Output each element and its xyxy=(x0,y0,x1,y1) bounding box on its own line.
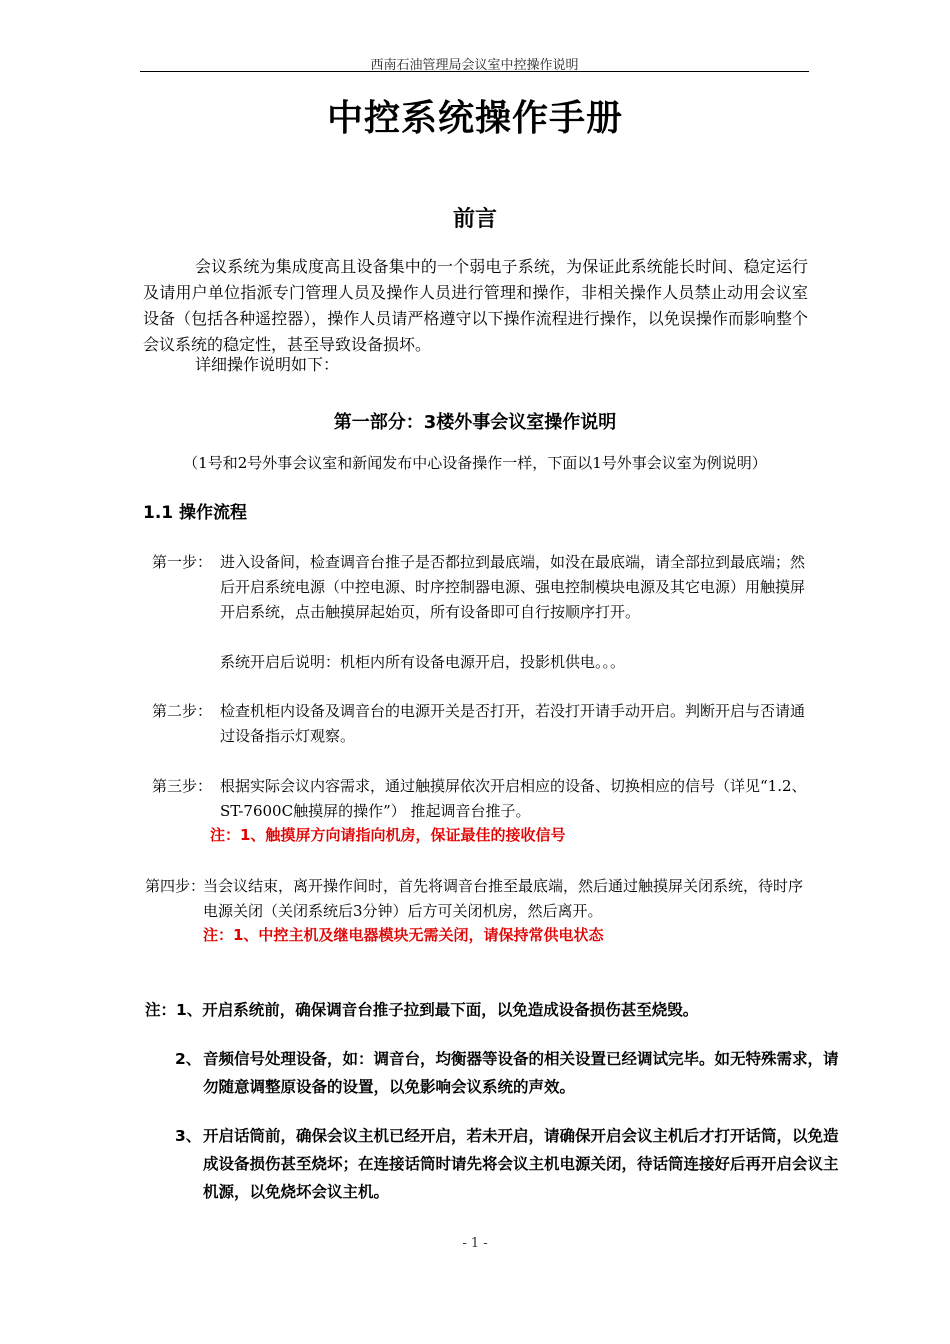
note-2-text: 音频信号处理设备，如：调音台，均衡器等设备的相关设置已经调试完毕。如无特殊需求，请勿随意调整原设备的设置，以免影响会议系统的声效。 xyxy=(203,1050,839,1096)
step-2 xyxy=(152,699,812,749)
part1-subtitle: （1号和2号外事会议室和新闻发布中心设备操作一样，下面以1号外事会议室为例说明） xyxy=(183,454,767,472)
step-1-extra: 系统开启后说明：机柜内所有设备电源开启，投影机供电。。。 xyxy=(220,653,626,671)
note-3-number: 3、 xyxy=(175,1127,202,1145)
step-4-note: 注：1、中控主机及继电器模块无需关闭，请保持常供电状态 xyxy=(203,926,604,944)
document-title: 中控系统操作手册 xyxy=(326,98,623,139)
step-1 xyxy=(152,550,812,625)
step-4-label: 第四步： xyxy=(145,877,206,895)
step-4-text: 当会议结束，离开操作间时，首先将调音台推至最底端，然后通过触摸屏关闭系统，待时序电源关闭（关闭系统后3分钟）后方可关闭机房，然后离开。 xyxy=(203,877,804,920)
note-2-number: 2、 xyxy=(175,1050,202,1068)
preface-heading: 前言 xyxy=(452,207,497,232)
step-3-label: 第三步： xyxy=(152,777,213,795)
preface-paragraph: 会议系统为集成度高且设备集中的一个弱电子系统，为保证此系统能长时间、稳定运行及请用户单位指派专门管理人员及操作人员进行管理和操作，非相关操作人员禁止动用会议室设备（包括各种遥控器），操作人员请严格遵守以下操作流程进行操作，以免误操作而影响整个会议系统的稳定性，甚至导致设备损坏。 xyxy=(143,257,808,354)
note-1: 注：1、开启系统前，确保调音台推子拉到最下面，以免造成设备损伤甚至烧毁。 xyxy=(145,1001,699,1019)
step-3 xyxy=(152,774,812,824)
page-header: 西南石油管理局会议室中控操作说明 xyxy=(370,58,579,73)
page-number: - 1 - xyxy=(462,1236,488,1251)
step-4 xyxy=(145,874,813,924)
section-heading: 1.1 操作流程 xyxy=(143,503,248,523)
preface-detail: 详细操作说明如下： xyxy=(195,355,340,374)
part1-heading: 第一部分：3楼外事会议室操作说明 xyxy=(333,412,617,433)
step-1-label: 第一步： xyxy=(152,553,213,571)
step-3-text: 根据实际会议内容需求，通过触摸屏依次开启相应的设备、切换相应的信号（详见“1.2、ST-7600C触摸屏的操作”） 推起调音台推子。 xyxy=(220,777,807,820)
note-3-text: 开启话筒前，确保会议主机已经开启，若未开启，请确保开启会议主机后才打开话筒，以免造成设备损伤甚至烧坏；在连接话筒时请先将会议主机电源关闭，待话筒连接好后再开启会议主机源，以免烧坏会议主机。 xyxy=(203,1127,839,1201)
step-2-text: 检查机柜内设备及调音台的电源开关是否打开，若没打开请手动开启。判断开启与否请通过设备指示灯观察。 xyxy=(220,702,806,745)
note-2 xyxy=(175,1045,845,1101)
step-2-label: 第二步： xyxy=(152,702,213,720)
header-rule xyxy=(140,71,809,72)
step-3-note: 注：1、触摸屏方向请指向机房，保证最佳的接收信号 xyxy=(210,826,566,844)
step-1-text: 进入设备间，检查调音台推子是否都拉到最底端，如没在最底端，请全部拉到最底端；然后开启系统电源（中控电源、时序控制器电源、强电控制模块电源及其它电源）用触摸屏开启系统，点击触摸屏起始页，所有设备即可自行按顺序打开。 xyxy=(220,553,806,621)
note-3 xyxy=(175,1122,845,1206)
